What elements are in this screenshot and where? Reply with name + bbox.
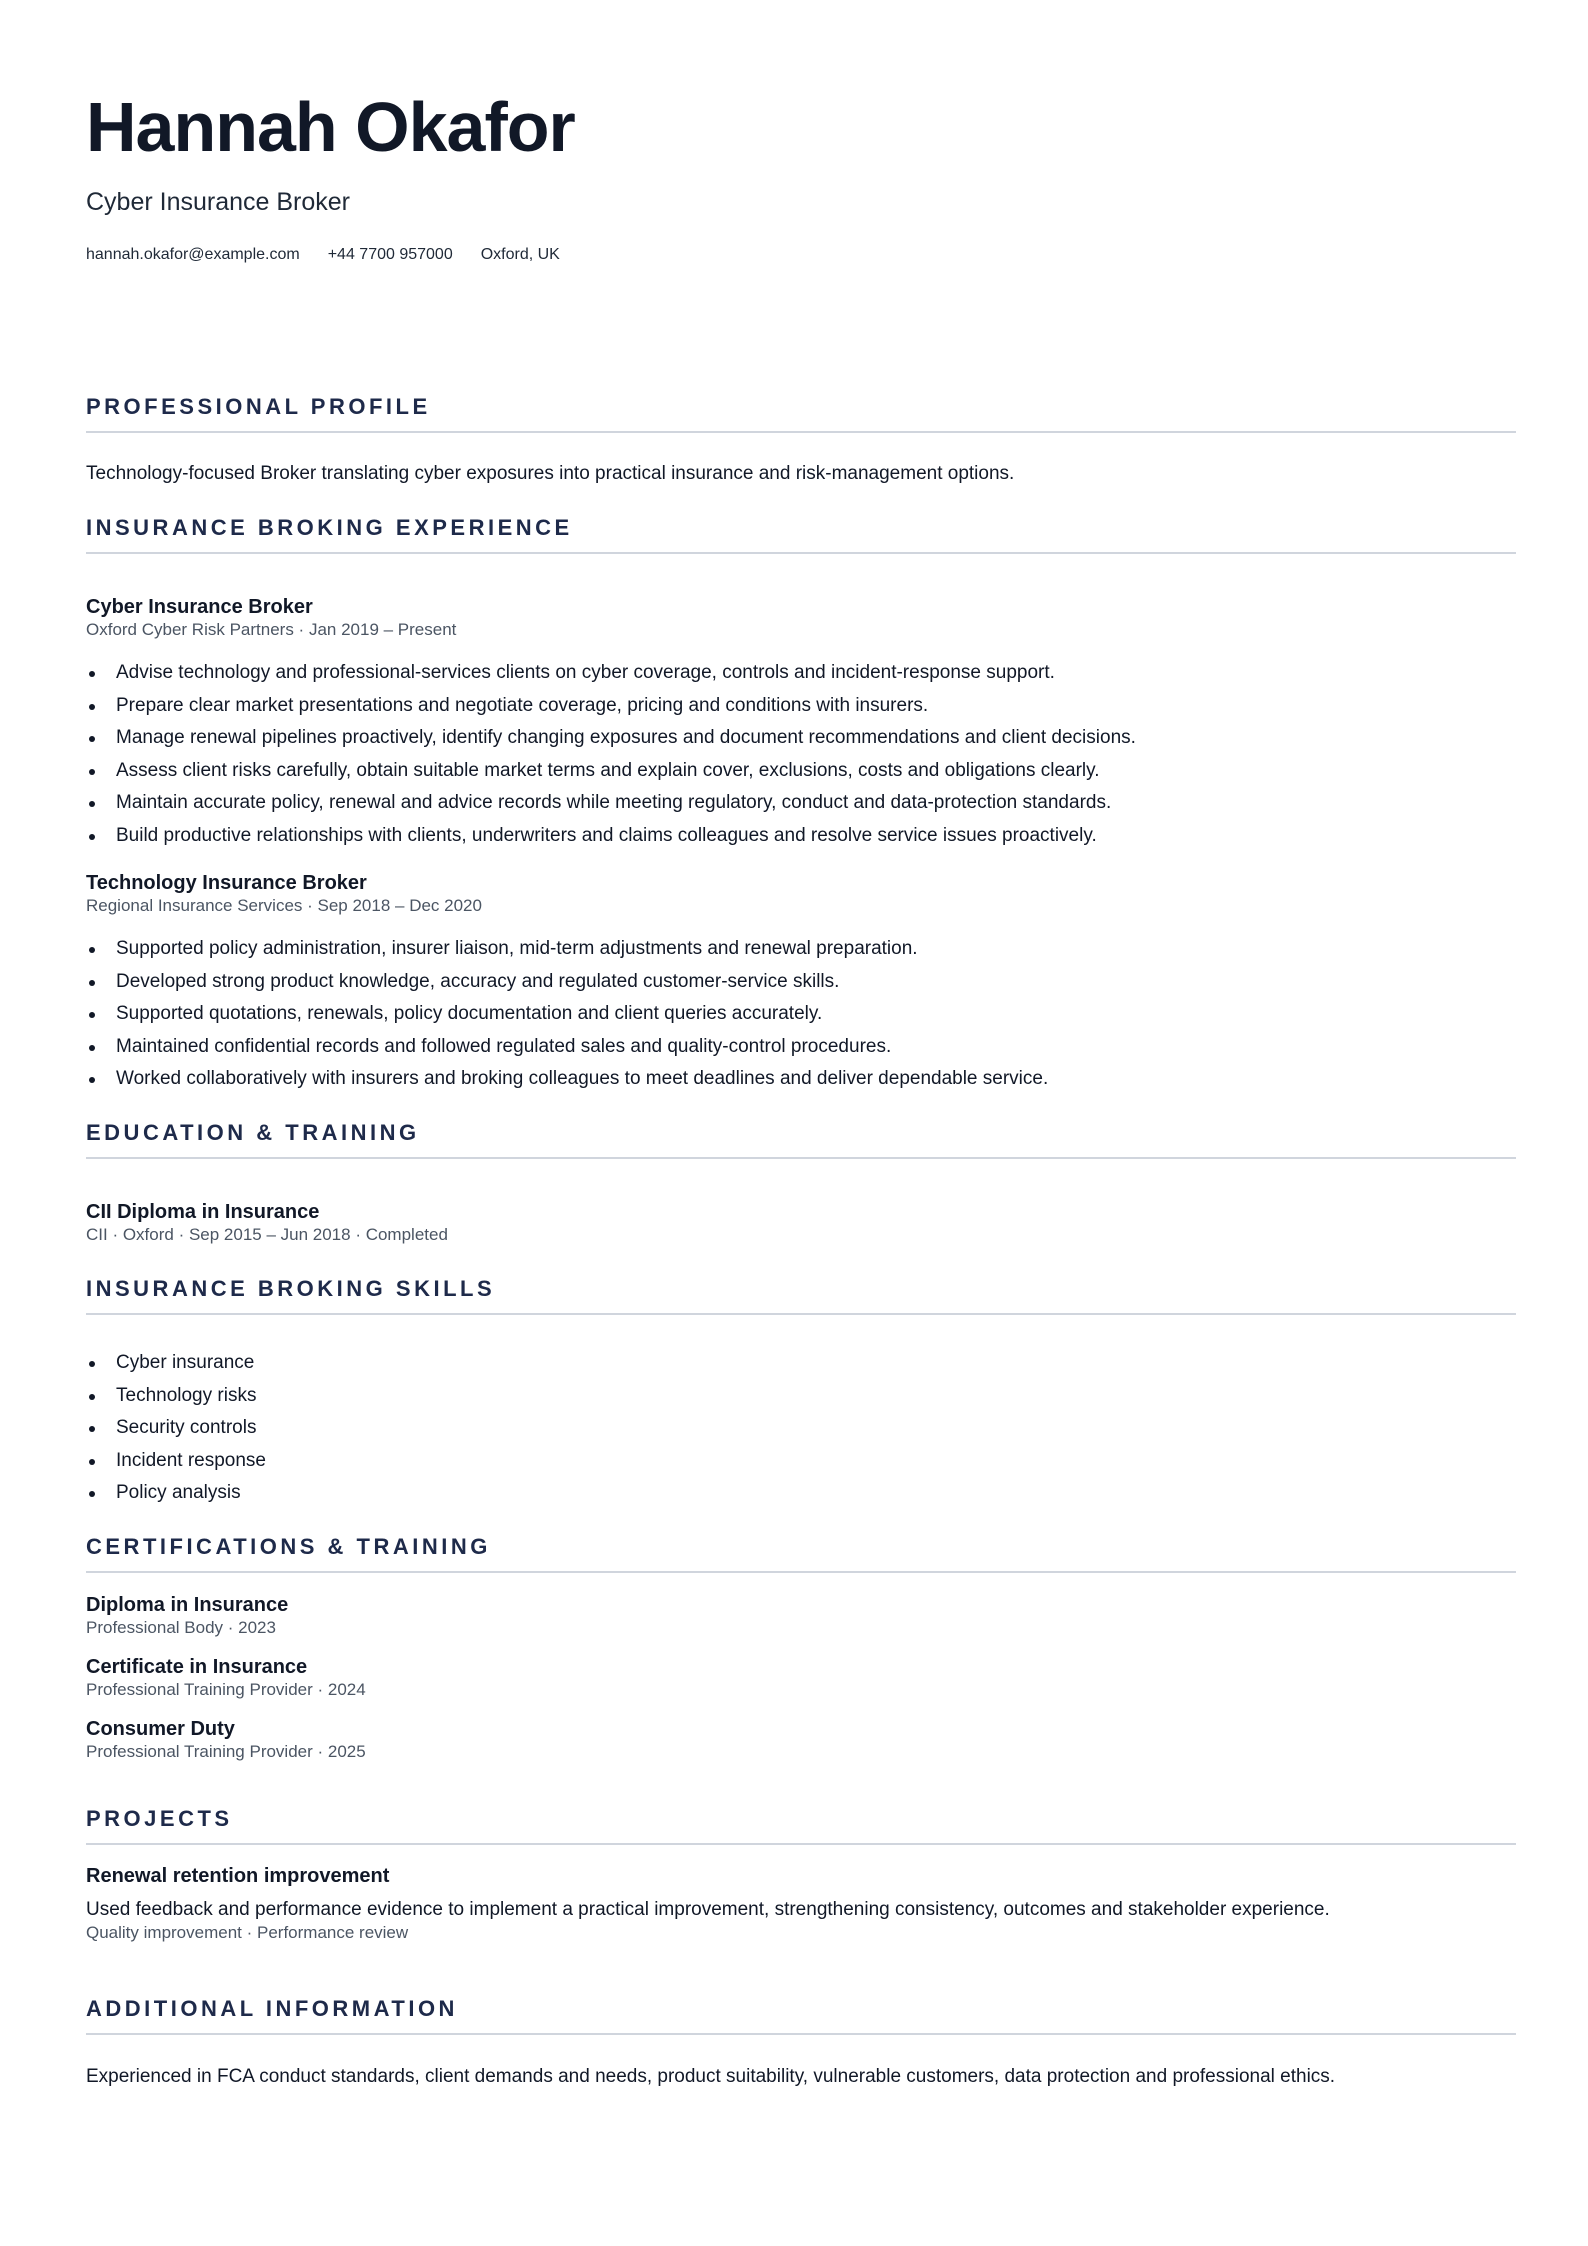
section-title-skills: INSURANCE BROKING SKILLS (86, 1276, 496, 1301)
list-item: Build productive relationships with clients, underwriters and claims colleagues and resolve service issues proactively. (86, 825, 1136, 858)
list-item: Maintained confidential records and followed regulated sales and quality-control procedures. (86, 1036, 1048, 1069)
certification-meta: Professional Body · 2023 (86, 1618, 276, 1637)
section-title-profile: PROFESSIONAL PROFILE (86, 394, 431, 419)
project-description: Used feedback and performance evidence to implement a practical improvement, strengthening consistency, outcomes and stakeholder experience. (86, 1899, 1330, 1920)
section-divider (86, 1313, 1516, 1315)
section-divider (86, 1571, 1516, 1573)
section-divider (86, 2033, 1516, 2035)
profile-text: Technology-focused Broker translating cyber exposures into practical insurance and risk-management options. (86, 463, 1015, 484)
certification-title: Consumer Duty (86, 1718, 235, 1740)
list-item: Technology risks (86, 1385, 266, 1418)
list-item: Supported policy administration, insurer liaison, mid-term adjustments and renewal preparation. (86, 938, 1048, 971)
education-meta: CII · Oxford · Sep 2015 – Jun 2018 · Completed (86, 1225, 448, 1244)
section-title-experience: INSURANCE BROKING EXPERIENCE (86, 515, 573, 540)
section-title-additional: ADDITIONAL INFORMATION (86, 1996, 458, 2021)
certification-meta: Professional Training Provider · 2024 (86, 1680, 366, 1699)
section-divider (86, 1843, 1516, 1845)
project-title: Renewal retention improvement (86, 1865, 390, 1887)
job-bullets (86, 938, 1048, 1101)
section-title-education: EDUCATION & TRAINING (86, 1120, 420, 1145)
job-meta: Oxford Cyber Risk Partners · Jan 2019 – Present (86, 620, 457, 639)
section-divider (86, 552, 1516, 554)
list-item: Supported quotations, renewals, policy documentation and client queries accurately. (86, 1003, 1048, 1036)
certification-title: Certificate in Insurance (86, 1656, 308, 1678)
list-item: Assess client risks carefully, obtain suitable market terms and explain cover, exclusions, costs and obligations clearly. (86, 760, 1136, 793)
list-item: Maintain accurate policy, renewal and advice records while meeting regulatory, conduct and data-protection standards. (86, 792, 1136, 825)
contact-phone[interactable]: +44 7700 957000 (327, 246, 453, 263)
additional-text: Experienced in FCA conduct standards, client demands and needs, product suitability, vulnerable customers, data protection and professional ethics. (86, 2066, 1336, 2087)
education-title: CII Diploma in Insurance (86, 1201, 320, 1223)
certification-title: Diploma in Insurance (86, 1594, 289, 1616)
contact-line (86, 247, 560, 263)
job-meta: Regional Insurance Services · Sep 2018 – Dec 2020 (86, 896, 482, 915)
section-title-certifications: CERTIFICATIONS & TRAINING (86, 1534, 491, 1559)
candidate-name: Hannah Okafor (86, 88, 575, 166)
list-item: Cyber insurance (86, 1352, 266, 1385)
section-divider (86, 431, 1516, 433)
certification-meta: Professional Training Provider · 2025 (86, 1742, 366, 1761)
section-title-projects: PROJECTS (86, 1806, 233, 1831)
contact-location: Oxford, UK (480, 246, 560, 263)
list-item: Developed strong product knowledge, accuracy and regulated customer-service skills. (86, 971, 1048, 1004)
candidate-role: Cyber Insurance Broker (86, 188, 351, 216)
list-item: Prepare clear market presentations and negotiate coverage, pricing and conditions with insurers. (86, 695, 1136, 728)
list-item: Worked collaboratively with insurers and broking colleagues to meet deadlines and deliver dependable service. (86, 1068, 1048, 1101)
list-item: Security controls (86, 1417, 266, 1450)
list-item: Incident response (86, 1450, 266, 1483)
list-item: Advise technology and professional-services clients on cyber coverage, controls and incident-response support. (86, 662, 1136, 695)
skills-list (86, 1352, 266, 1515)
job-bullets (86, 662, 1136, 857)
list-item: Policy analysis (86, 1482, 266, 1515)
project-meta: Quality improvement · Performance review (86, 1923, 409, 1942)
section-divider (86, 1157, 1516, 1159)
contact-email[interactable]: hannah.okafor@example.com (86, 246, 300, 263)
job-title: Cyber Insurance Broker (86, 596, 313, 618)
job-title: Technology Insurance Broker (86, 872, 367, 894)
list-item: Manage renewal pipelines proactively, identify changing exposures and document recommendations and client decisions. (86, 727, 1136, 760)
